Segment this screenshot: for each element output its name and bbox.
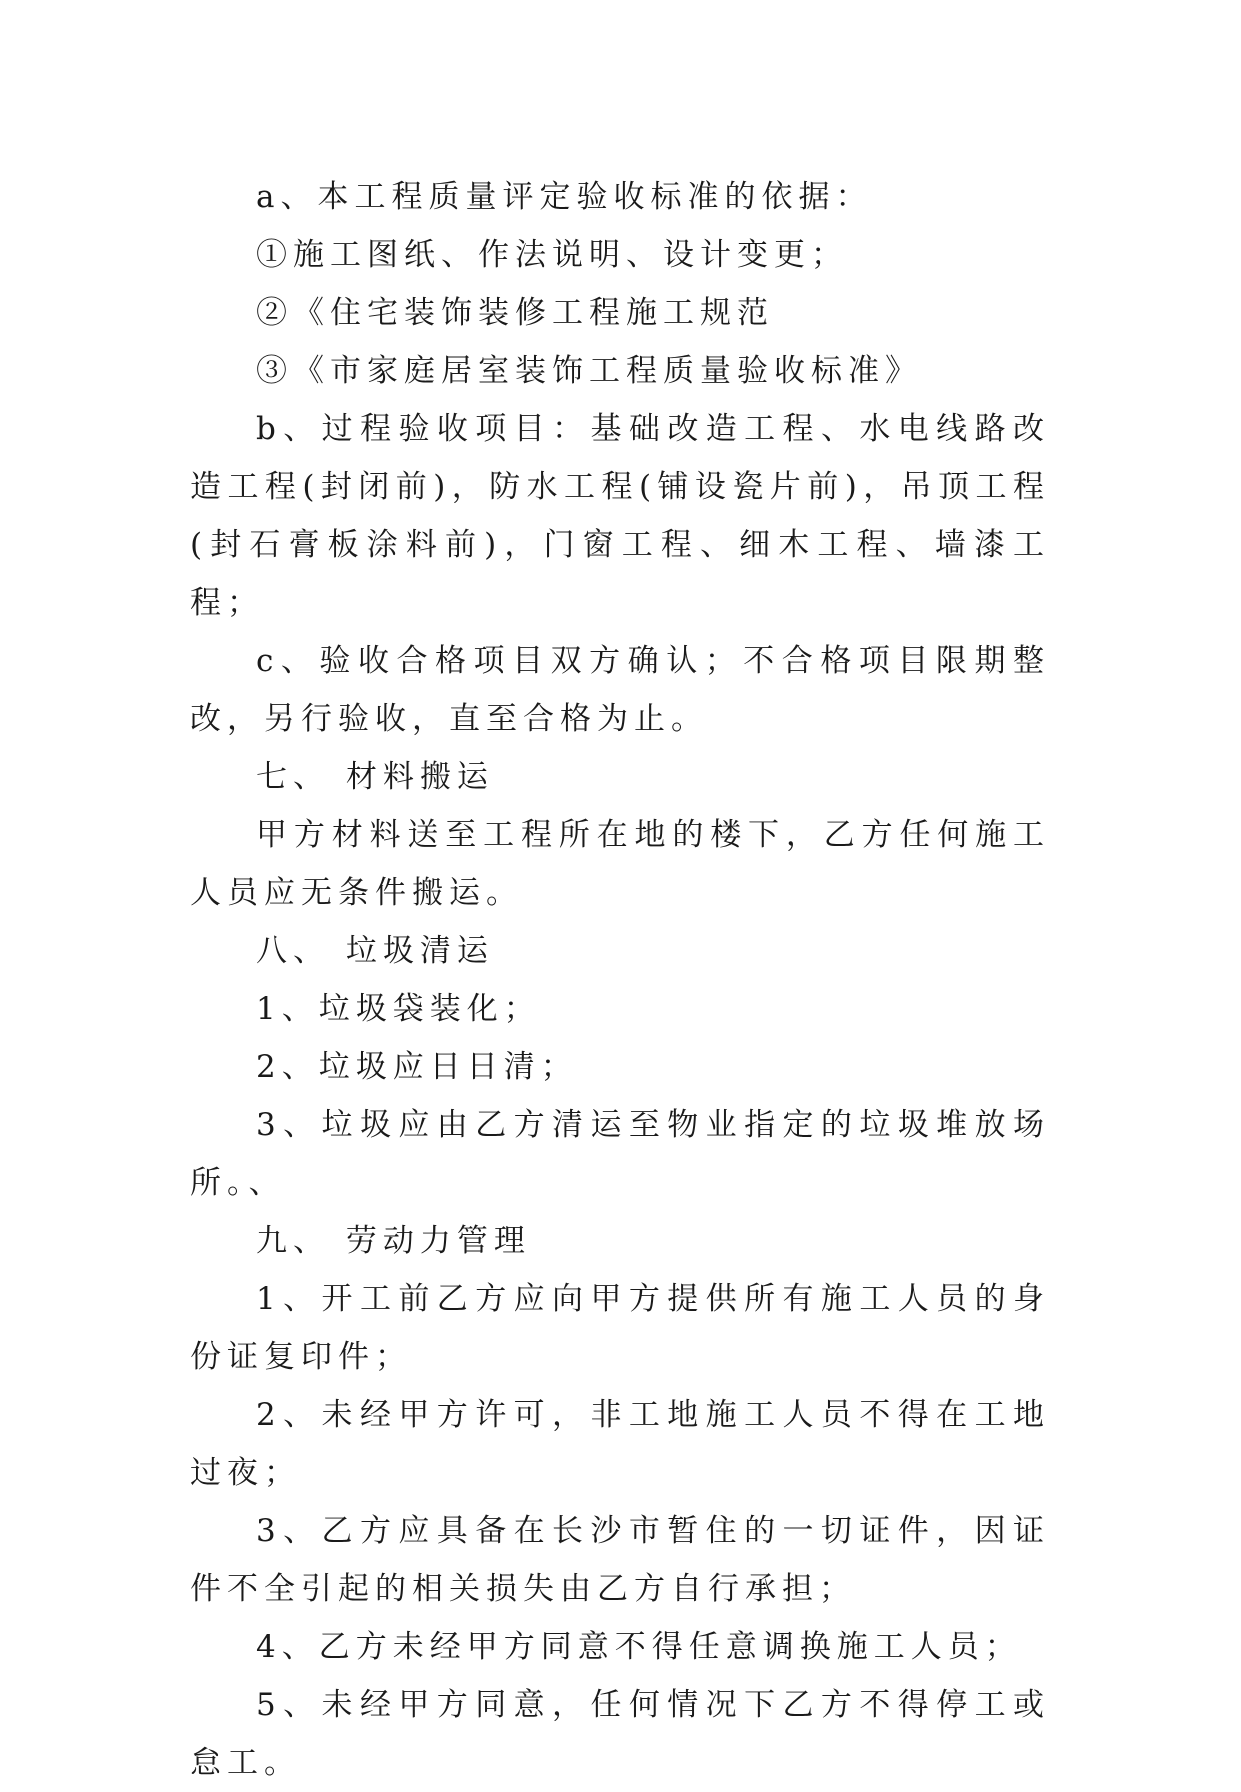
section-7-heading: 七、 材料搬运: [256, 759, 494, 795]
process-acceptance-items: b、过程验收项目：基础改造工程、水电线路改造工程(封闭前)，防水工程(铺设瓷片前)，吊顶工程(封石膏板涂料前)，门窗工程、细木工程、墙漆工程；: [190, 411, 1050, 621]
labor-item-5: 5、未经甲方同意，任何情况下乙方不得停工或怠工。: [190, 1687, 1050, 1781]
basis-item-3: ③《市家庭居室装饰工程质量验收标准》: [256, 353, 922, 389]
garbage-item-3: 3、垃圾应由乙方清运至物业指定的垃圾堆放场所。、: [190, 1107, 1050, 1201]
acceptance-confirmation: c、验收合格项目双方确认；不合格项目限期整改，另行验收，直至合格为止。: [190, 643, 1050, 737]
acceptance-basis-heading: a、本工程质量评定验收标准的依据：: [256, 179, 873, 215]
labor-item-1: 1、开工前乙方应向甲方提供所有施工人员的身份证复印件；: [190, 1281, 1050, 1375]
section-9-heading: 九、 劳动力管理: [256, 1223, 531, 1259]
section-8-heading: 八、 垃圾清运: [256, 933, 494, 969]
garbage-item-1: 1、垃圾袋装化；: [256, 991, 541, 1027]
garbage-item-2: 2、垃圾应日日清；: [256, 1049, 578, 1085]
material-transport-text: 甲方材料送至工程所在地的楼下，乙方任何施工人员应无条件搬运。: [190, 817, 1050, 911]
basis-item-2: ②《住宅装饰装修工程施工规范: [256, 295, 774, 331]
document-body: [190, 168, 1050, 1792]
labor-item-2: 2、未经甲方许可，非工地施工人员不得在工地过夜；: [190, 1397, 1050, 1491]
labor-item-3: 3、乙方应具备在长沙市暂住的一切证件，因证件不全引起的相关损失由乙方自行承担；: [190, 1513, 1050, 1607]
labor-item-4: 4、乙方未经甲方同意不得任意调换施工人员；: [256, 1629, 1022, 1665]
basis-item-1: ①施工图纸、作法说明、设计变更；: [256, 237, 848, 273]
